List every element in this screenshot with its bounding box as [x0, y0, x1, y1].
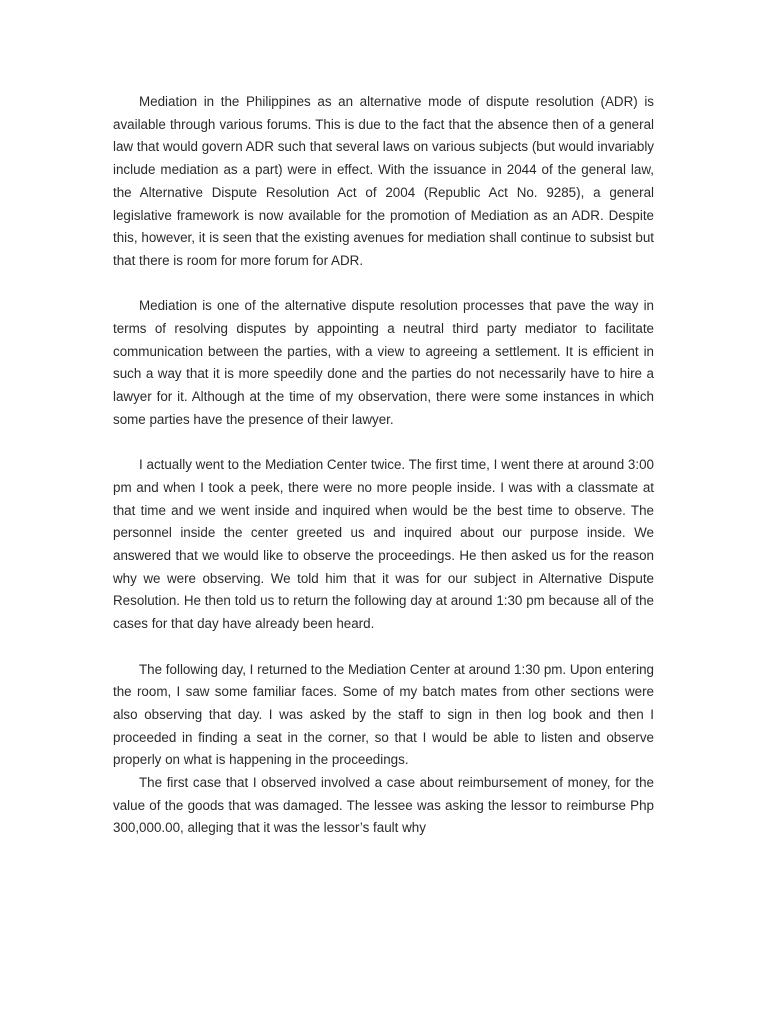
paragraph-4: The following day, I returned to the Mediation Center at around 1:30 pm. Upon entering the room, I saw some familiar faces. Some of my batch mates from other sections were also observing that day. I was asked by the staff to sign in then log book and then I proceeded in finding a seat in the corner, so that I would be able to listen and observe properly on what is happening in the proceedings.	[113, 661, 654, 768]
paragraph-5: The first case that I observed involved a case about reimbursement of money, for the value of the goods that was damaged. The lessee was asking the lessor to reimburse Php 300,000.00, alleging that it was the lessor’s fault why	[113, 775, 654, 836]
document-body	[113, 91, 654, 840]
paragraph-3: I actually went to the Mediation Center twice. The first time, I went there at around 3:00 pm and when I took a peek, there were no more people inside. I was with a classmate at that time and we went inside and inquired when would be the best time to observe. The personnel inside the center greeted us and inquired about our purpose inside. We answered that we would like to observe the proceedings. He then asked us for the reason why we were observing. We told him that it was for our subject in Alternative Dispute Resolution. He then told us to return the following day at around 1:30 pm because all of the cases for that day have already been heard.	[113, 457, 654, 632]
paragraph-1: Mediation in the Philippines as an alternative mode of dispute resolution (ADR) is available through various forums. This is due to the fact that the absence then of a general law that would govern ADR such that several laws on various subjects (but would invariably include mediation as a part) were in effect. With the issuance in 2044 of the general law, the Alternative Dispute Resolution Act of 2004 (Republic Act No. 9285), a general legislative framework is now available for the promotion of Mediation as an ADR. Despite this, however, it is seen that the existing avenues for mediation shall continue to subsist but that there is room for more forum for ADR.	[113, 94, 654, 268]
paragraph-2: Mediation is one of the alternative dispute resolution processes that pave the way in terms of resolving disputes by appointing a neutral third party mediator to facilitate communication between the parties, with a view to agreeing a settlement. It is efficient in such a way that it is more speedily done and the parties do not necessarily have to hire a lawyer for it. Although at the time of my observation, there were some instances in which some parties have the presence of their lawyer.	[113, 298, 654, 427]
